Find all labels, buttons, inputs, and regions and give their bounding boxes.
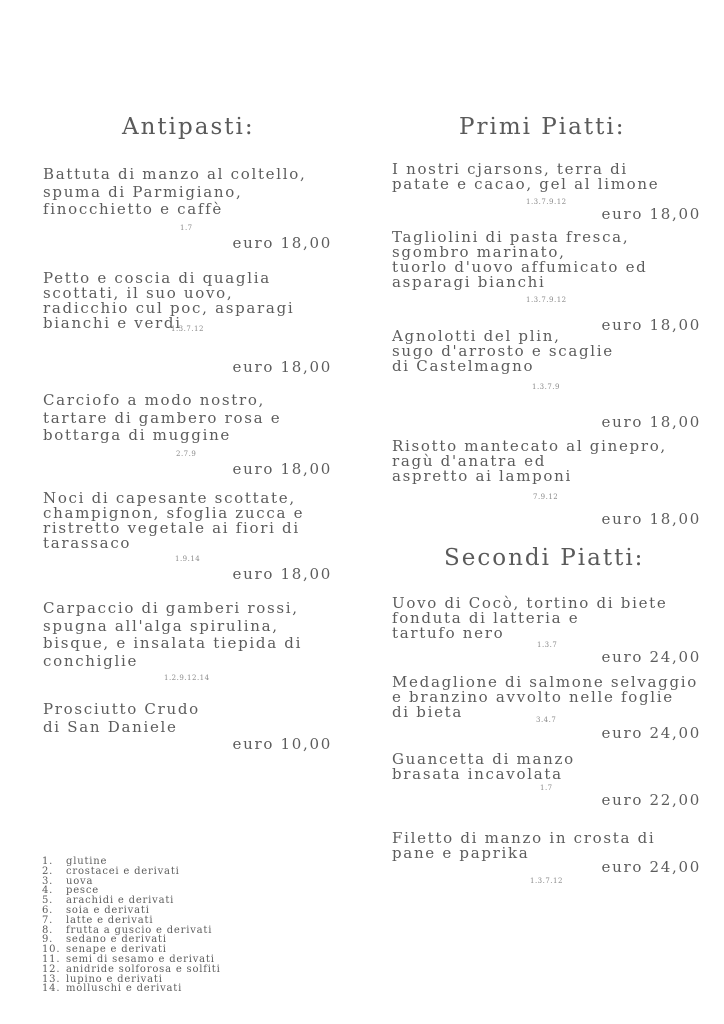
- allergen-codes: 1.3.7.9.12: [526, 296, 567, 304]
- dish-name: Agnolotti del plin, sugo d'arrosto e scaglie di Castelmagno: [392, 327, 614, 375]
- secondi-title: Secondi Piatti:: [444, 545, 645, 571]
- dish-price: euro 18,00: [601, 316, 701, 334]
- dish-name: Medaglione di salmone selvaggio e branzino avvolto nelle foglie di bieta: [392, 673, 699, 721]
- legend-item: 5. arachidi e derivati: [42, 895, 175, 907]
- dish-name: Risotto mantecato al ginepro, ragù d'anatra ed aspretto ai lamponi: [392, 437, 667, 485]
- dish-name: I nostri cjarsons, terra di patate e cacao, gel al limone: [392, 160, 660, 193]
- legend-item: 3. uova: [42, 875, 94, 887]
- allergen-codes: 1.7: [180, 224, 193, 232]
- allergen-codes: 7.9.12: [533, 493, 559, 501]
- legend-item: 2. crostacei e derivati: [42, 865, 180, 877]
- legend-item: 10. senape e derivati: [42, 944, 167, 956]
- dish-price: euro 24,00: [601, 648, 701, 666]
- allergen-codes: 1.3.7.9.12: [526, 198, 567, 206]
- allergen-codes: 3.4.7: [536, 716, 557, 724]
- dish-name: Prosciutto Crudo di San Daniele: [43, 700, 200, 736]
- dish-name: Filetto di manzo in crosta di pane e paprika: [392, 829, 656, 862]
- dish-name: Battuta di manzo al coltello, spuma di Parmigiano, finocchietto e caffè: [43, 165, 307, 218]
- dish-name: Uovo di Cocò, tortino di biete fonduta di latteria e tartufo nero: [392, 594, 668, 642]
- legend-item: 7. latte e derivati: [42, 914, 154, 926]
- allergen-codes: 1.3.7.12: [530, 877, 563, 885]
- allergen-codes: 1.2.9.12.14: [164, 674, 210, 682]
- legend-item: 12. anidride solforosa e solfiti: [42, 963, 221, 975]
- dish-price: euro 22,00: [601, 791, 701, 809]
- allergen-codes: 1.3.7: [537, 641, 558, 649]
- allergen-codes: 1.3.7.9: [532, 383, 560, 391]
- dish-price: euro 18,00: [232, 358, 332, 376]
- dish-price: euro 24,00: [601, 858, 701, 876]
- dish-name: Carciofo a modo nostro, tartare di gambero rosa e bottarga di muggine: [43, 391, 282, 444]
- dish-price: euro 24,00: [601, 724, 701, 742]
- dish-name: Petto e coscia di quaglia scottati, il suo uovo, radicchio cul poc, asparagi bianchi e verdi: [43, 269, 295, 332]
- allergen-codes: 1.7: [540, 784, 553, 792]
- primi-title: Primi Piatti:: [459, 114, 626, 140]
- dish-name: Tagliolini di pasta fresca, sgombro marinato, tuorlo d'uovo affumicato ed asparagi bianchi: [392, 228, 648, 291]
- allergen-codes: 1.9.14: [175, 555, 201, 563]
- legend-item: 9. sedano e derivati: [42, 934, 167, 946]
- dish-price: euro 10,00: [232, 735, 332, 753]
- legend-item: 1. glutine: [42, 856, 108, 867]
- dish-price: euro 18,00: [232, 234, 332, 252]
- dish-price: euro 18,00: [601, 413, 701, 431]
- dish-price: euro 18,00: [601, 510, 701, 528]
- legend-item: 13. lupino e derivati: [42, 973, 163, 985]
- legend-item: 4. pesce: [42, 885, 99, 897]
- legend-item: 11. semi di sesamo e derivati: [42, 953, 215, 965]
- dish-name: Guancetta di manzo brasata incavolata: [392, 750, 575, 783]
- dish-name: Carpaccio di gamberi rossi, spugna all'alga spirulina, bisque, e insalata tiepida di conchiglie: [43, 599, 303, 670]
- allergen-codes: 1.3.7.12: [171, 325, 204, 333]
- antipasti-title: Antipasti:: [122, 114, 255, 140]
- dish-price: euro 18,00: [232, 565, 332, 583]
- allergen-codes: 2.7.9: [176, 450, 197, 458]
- dish-price: euro 18,00: [232, 460, 332, 478]
- legend-item: 14. molluschi e derivati: [42, 983, 183, 995]
- legend-item: 8. frutta a guscio e derivati: [42, 924, 213, 936]
- legend-item: 6. soia e derivati: [42, 904, 150, 916]
- allergen-legend: [42, 857, 221, 994]
- dish-name: Noci di capesante scottate, champignon, sfoglia zucca e ristretto vegetale ai fiori di tarassaco: [43, 489, 305, 552]
- dish-price: euro 18,00: [601, 205, 701, 223]
